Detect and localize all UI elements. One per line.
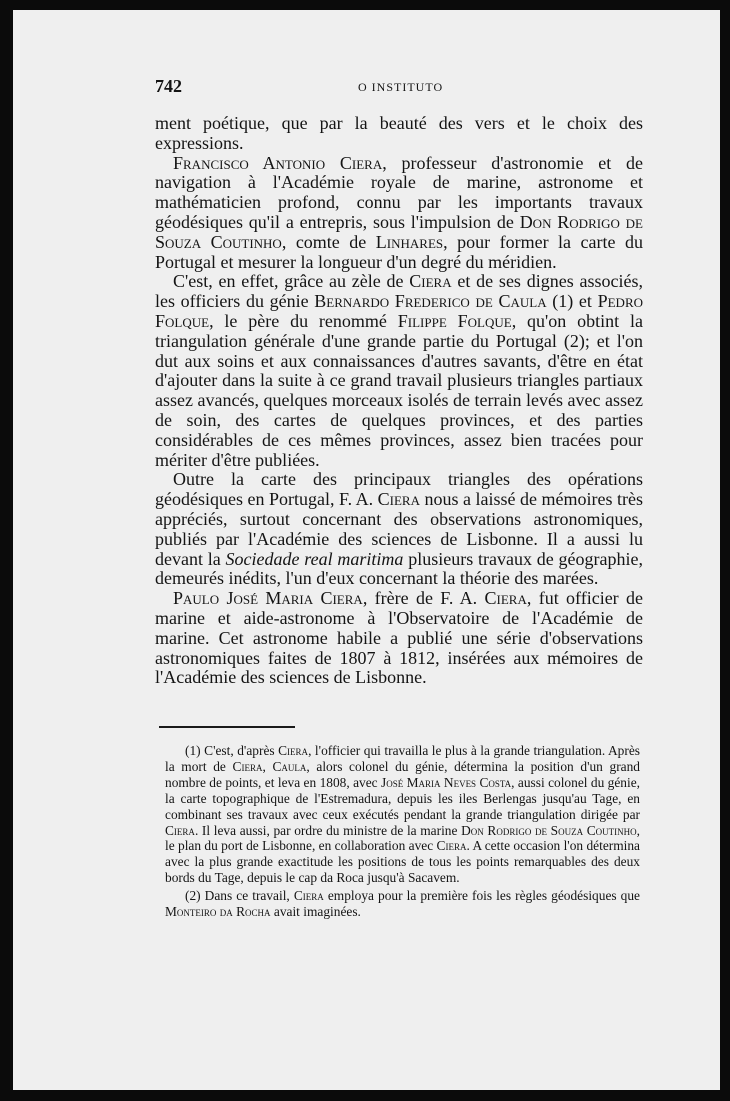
paragraph-francisco-ciera: Francisco Antonio Ciera, professeur d'astronomie et de navigation à l'Académie royale de marine, astronome et mathématicien profond, connu par les importants travaux géodésiques qu'il a entrepris, sous l'impulsion de Don Rodrigo de Souza Coutinho, comte de Linhares, pour former la carte du Portugal et mesurer la longueur d'un degré du méridien. — [155, 152, 643, 272]
person-name: Caula — [272, 758, 307, 774]
page-header — [155, 76, 643, 98]
person-name: Paulo José Maria Ciera — [173, 588, 363, 609]
paragraph-triangulation: C'est, en effet, grâce au zèle de Ciera et de ses dignes associés, les officiers du génie Bernardo Frederico de Caula (1) et Pedro Folque, le père du renommé Filippe Folque, qu'on obtint la triangulation générale d'une grande partie du Portugal (2); et l'on dut aux soins et aux connaissances d'autres savants, d'être en état d'ajouter dans la suite à ce grand travail plusieurs triangles partiaux assez avancés, quelques morceaux isolés de terrain levés avec assez de soin, des cartes de quelques provinces, et des parties considérables de ces mêmes provinces, assez bien tracées pour mériter d'être publiées. — [155, 271, 644, 470]
footnote-1: (1) C'est, d'après Ciera, l'officier qui travailla le plus à la grande triangulation. Après la mort de Ciera, Caula, alors colonel du génie, détermina la position d'un grand nombre de points, et leva en 1808, avec José Maria Neves Costa, aussi colonel du génie, la carte topographique de l'Estremadura, depuis les iles Berlengas jusqu'au Tage, en combinant ses travaux avec ceux exécutés pendant la grande triangulation dirigée par Ciera. Il leva aussi, par ordre du ministre de la marine Don Rodrigo de Souza Coutinho, le plan du port de Lisbonne, en collaboration avec Ciera. A cette occasion l'on détermina avec la plus grande exactitude les positions de tous les points remarquables des deux bords du Tage, depuis le cap da Roca jusqu'à Sacavem. — [165, 743, 641, 886]
person-name: Don Rodrigo de Souza Coutinho — [155, 211, 643, 252]
person-name: Ciera — [165, 822, 195, 838]
main-text — [155, 114, 643, 688]
person-name: Ciera — [436, 838, 467, 854]
person-name: Don Rodrigo de Souza Coutinho — [461, 822, 637, 838]
footnote-2: (2) Dans ce travail, Ciera employa pour la première fois les règles géodésiques que Monteiro da Rocha avait imaginées. — [165, 888, 640, 920]
person-name: Bernardo Frederico de Caula — [314, 291, 547, 312]
person-name: Pedro Folque — [155, 291, 644, 331]
society-name: Sociedade real maritima — [225, 548, 404, 569]
person-name: Ciera — [409, 271, 452, 292]
paragraph-paulo-ciera: Paulo José Maria Ciera, frère de F. A. Ciera, fut officier de marine et aide-astronome à l'Observatoire de l'Académie de marine. Cet astronome habile a publié une série d'observations astronomiques faites de 1807 à 1812, insérées aux mémoires de l'Académie des sciences de Lisbonne. — [155, 588, 644, 688]
person-name: Ciera — [484, 588, 527, 609]
paragraph-memoires: Outre la carte des principaux triangles des opérations géodésiques en Portugal, F. A. Ciera nous a laissé de mémoires très appréciés, surtout concernant des observations astronomiques, publiés par l'Académie des sciences de Lisbonne. Il a aussi lu devant la Sociedade real maritima plusieurs travaux de géographie, demeurés inédits, l'un d'eux concernant la théorie des marées. — [155, 469, 643, 589]
person-name: Monteiro da Rocha — [165, 904, 271, 920]
place-name: Linhares — [375, 231, 444, 252]
paragraph-continuation: ment poétique, que par la beauté des vers et le choix des expressions. — [155, 113, 643, 153]
book-page — [13, 10, 720, 1090]
running-title: O INSTITUTO — [358, 80, 444, 94]
person-name: Filippe Folque — [397, 310, 512, 331]
footnote-divider — [159, 726, 295, 728]
person-name: Francisco Antonio Ciera — [173, 152, 383, 173]
footnotes — [165, 743, 640, 920]
person-name: José Maria Neves Costa — [381, 774, 512, 790]
person-name: Ciera — [293, 888, 324, 904]
person-name: Ciera — [377, 489, 420, 510]
person-name: Ciera — [232, 758, 263, 774]
page-number: 742 — [155, 76, 182, 96]
person-name: Ciera — [278, 743, 309, 758]
